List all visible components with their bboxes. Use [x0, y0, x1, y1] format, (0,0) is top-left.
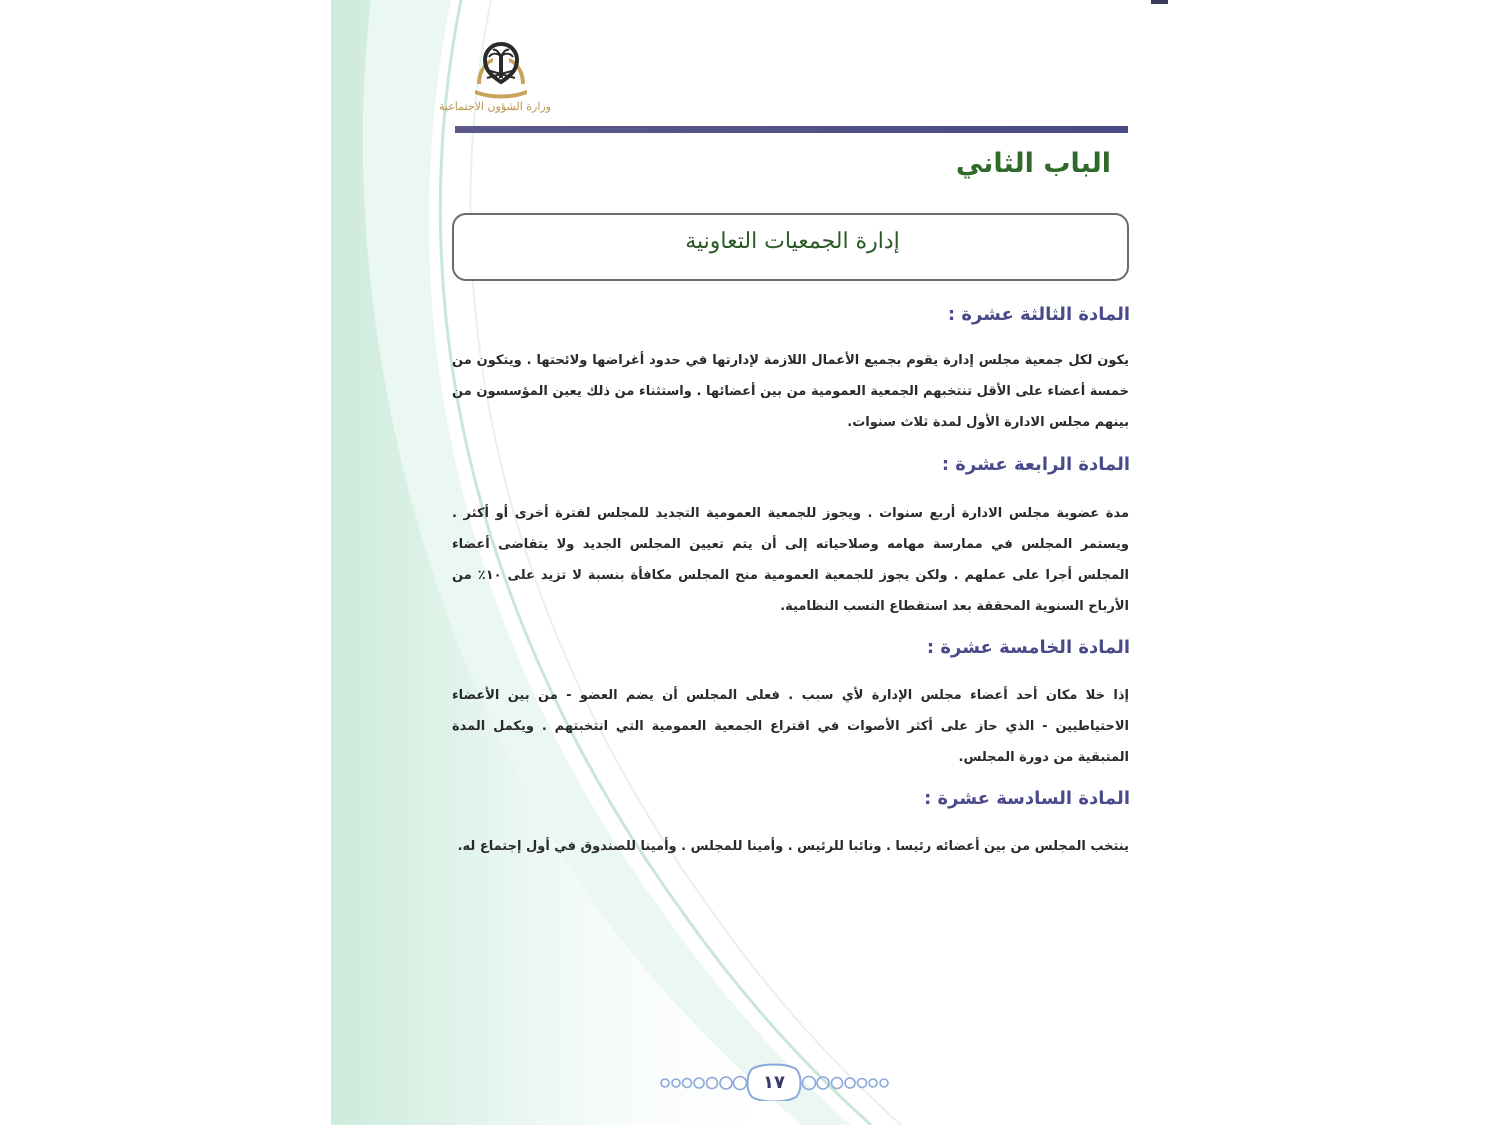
chapter-title: الباب الثاني	[955, 148, 1111, 179]
document-page	[331, 0, 1168, 1125]
article-15-text: إذا خلا مكان أحد أعضاء مجلس الإدارة لأي سبب . فعلى المجلس أن يضم العضو - من بين الأعضاء الاحتياطيين - الذي حاز على أكثر الأصوات في اقتراع الجمعية العمومية التي انتخبتهم . ويكمل المدة المتبقية من دورة المجلس.	[452, 688, 1129, 765]
page-number: ١٧	[763, 1072, 785, 1093]
article-13-text: يكون لكل جمعية مجلس إدارة يقوم بجميع الأعمال اللازمة لإدارتها في حدود أغراضها ولائحتها . ويتكون من خمسة أعضاء على الأقل تنتخبهم الجمعية العمومية من بين أعضائها . واستثناء من ذلك يعين المؤسسون من بينهم مجلس الادارة الأول لمدة ثلاث سنوات.	[452, 353, 1129, 430]
article-14-body	[452, 498, 1129, 622]
palm-and-swords-emblem-icon	[451, 38, 551, 100]
page-number-ornament	[649, 1061, 899, 1101]
section-title-box	[452, 213, 1129, 281]
section-title: إدارة الجمعيات التعاونية	[685, 229, 900, 254]
article-13-body	[452, 345, 1129, 438]
article-15-body	[452, 680, 1129, 773]
article-16-body	[452, 831, 1129, 862]
page-corner-strip	[1151, 0, 1168, 4]
ministry-name-caption: وزارة الشؤون الاجتماعية	[439, 100, 551, 113]
article-16-text: ينتخب المجلس من بين أعضائه رئيسا . ونائبا للرئيس . وأمينا للمجلس . وأمينا للصندوق في أول إجتماع له.	[457, 839, 1129, 854]
article-16-heading: المادة السادسة عشرة :	[924, 788, 1130, 809]
article-15-heading: المادة الخامسة عشرة :	[926, 637, 1130, 658]
article-14-heading: المادة الرابعة عشرة :	[941, 454, 1130, 475]
ministry-logo	[439, 38, 551, 118]
article-13-heading: المادة الثالثة عشرة :	[947, 304, 1130, 325]
article-14-text: مدة عضوية مجلس الادارة أربع سنوات . ويجوز للجمعية العمومية التجديد للمجلس لفترة أخرى أو أكثر . ويستمر المجلس في ممارسة مهامه وصلاحياته إلى أن يتم تعيين المجلس الجديد ولا يتقاضى أعضاء المجلس أجرا على عملهم . ولكن يجوز للجمعية العمومية منح المجلس مكافأة بنسبة لا تزيد على ١٠٪ من الأرباح السنوية المحققة بعد استقطاع النسب النظامية.	[452, 506, 1129, 614]
header-rule	[455, 126, 1128, 133]
